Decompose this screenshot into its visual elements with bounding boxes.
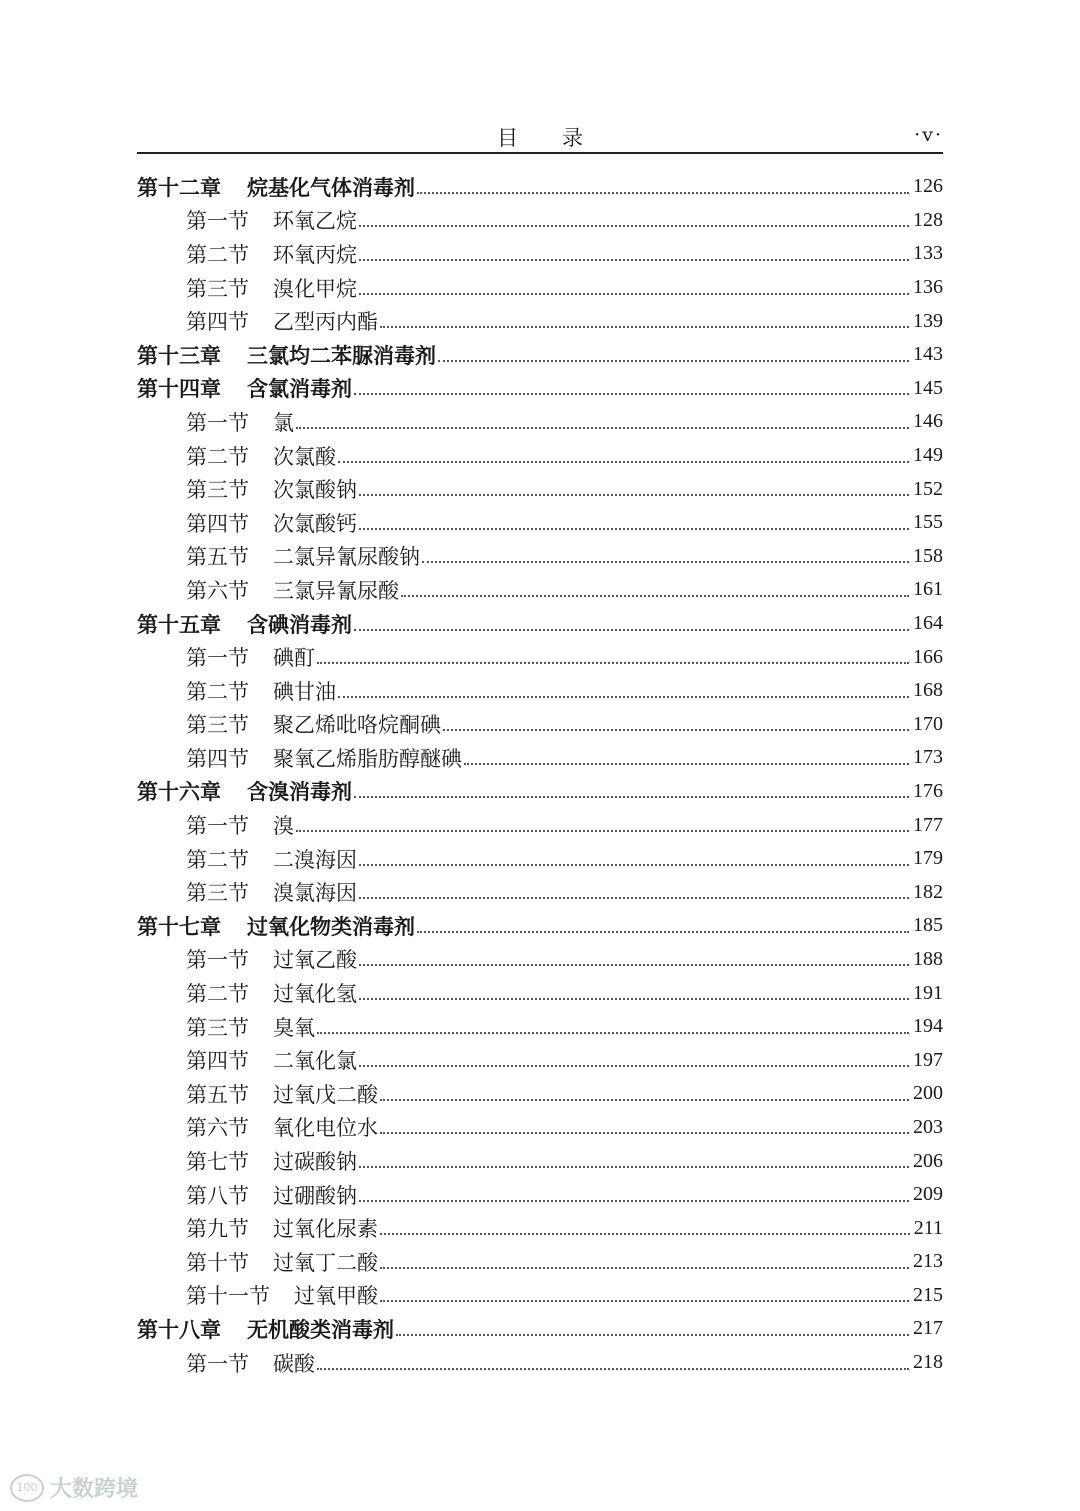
toc-entry-page: 217	[913, 1317, 943, 1340]
toc-leader-dots	[464, 763, 909, 765]
toc-entry-page: 164	[913, 612, 943, 635]
toc-section-row	[137, 1077, 943, 1111]
toc-leader-dots	[317, 662, 909, 664]
toc-leader-dots	[380, 326, 909, 328]
toc-leader-dots	[338, 461, 909, 463]
toc-entry-page: 203	[913, 1115, 943, 1138]
toc-leader-dots	[354, 796, 909, 798]
toc-entry-number: 第六节	[186, 1116, 249, 1141]
table-of-contents	[137, 170, 943, 1379]
toc-entry-number: 第五节	[186, 1082, 249, 1107]
toc-entry-number: 第九节	[186, 1217, 249, 1242]
toc-section-row	[137, 1211, 943, 1245]
toc-leader-dots	[317, 1368, 909, 1370]
toc-entry-number: 第一节	[186, 1351, 249, 1376]
toc-entry-title: 过氧化物类消毒剂	[247, 913, 415, 939]
toc-entry-page: 128	[913, 208, 943, 231]
toc-entry-title: 环氧丙烷	[273, 242, 357, 267]
toc-section-row	[137, 1010, 943, 1044]
toc-entry-page: 200	[913, 1082, 943, 1105]
toc-leader-dots	[359, 1065, 909, 1067]
toc-entry-number: 第四节	[186, 511, 249, 536]
toc-entry-number: 第十四章	[137, 376, 221, 402]
toc-entry-number: 第十一节	[186, 1284, 270, 1309]
toc-entry-page: 170	[913, 712, 943, 735]
toc-entry-title: 无机酸类消毒剂	[247, 1316, 394, 1342]
toc-entry-page: 173	[913, 746, 943, 769]
toc-entry-number: 第三节	[186, 881, 249, 906]
toc-leader-dots	[359, 864, 909, 866]
toc-leader-dots	[443, 729, 909, 731]
toc-entry-title: 氯	[273, 410, 294, 435]
toc-entry-page: 176	[913, 779, 943, 802]
toc-entry-title: 烷基化气体消毒剂	[247, 174, 415, 200]
toc-leader-dots	[354, 629, 909, 631]
toc-section-row	[137, 506, 943, 540]
watermark-text: 大数跨境	[50, 1477, 139, 1502]
toc-entry-title: 二氯异氰尿酸钠	[273, 545, 420, 570]
toc-entry-number: 第八节	[186, 1183, 249, 1208]
toc-chapter-row	[137, 170, 943, 204]
toc-entry-page: 213	[913, 1250, 943, 1273]
toc-leader-dots	[359, 494, 909, 496]
toc-entry-number: 第一节	[186, 209, 249, 234]
toc-section-row	[137, 271, 943, 305]
toc-section-row	[137, 1111, 943, 1145]
toc-section-row	[137, 1144, 943, 1178]
toc-entry-page: 136	[913, 276, 943, 299]
toc-entry-page: 152	[913, 477, 943, 500]
toc-entry-number: 第十七章	[137, 913, 221, 939]
toc-entry-title: 二溴海因	[273, 847, 357, 872]
toc-entry-title: 次氯酸钠	[273, 478, 357, 503]
toc-section-row	[137, 540, 943, 574]
toc-leader-dots	[417, 931, 909, 933]
toc-entry-number: 第十八章	[137, 1316, 221, 1342]
toc-entry-page: 218	[913, 1351, 943, 1374]
toc-entry-title: 含氯消毒剂	[247, 376, 352, 402]
toc-entry-title: 二氧化氯	[273, 1049, 357, 1074]
toc-entry-page: 182	[913, 880, 943, 903]
toc-section-row	[137, 1245, 943, 1279]
toc-entry-page: 149	[913, 444, 943, 467]
toc-leader-dots	[380, 1099, 909, 1101]
toc-entry-page: 211	[913, 1216, 943, 1239]
toc-entry-number: 第十节	[186, 1250, 249, 1275]
toc-entry-title: 过氧乙酸	[273, 948, 357, 973]
toc-entry-number: 第一节	[186, 948, 249, 973]
toc-entry-number: 第一节	[186, 410, 249, 435]
toc-entry-title: 含碘消毒剂	[247, 611, 352, 637]
toc-entry-title: 过氧化尿素	[273, 1217, 378, 1242]
toc-leader-dots	[359, 225, 909, 227]
toc-entry-page: 166	[913, 645, 943, 668]
toc-entry-number: 第十六章	[137, 779, 221, 805]
toc-entry-title: 过氧化氢	[273, 982, 357, 1007]
toc-leader-dots	[359, 528, 909, 530]
toc-entry-page: 161	[913, 578, 943, 601]
toc-leader-dots	[359, 259, 909, 261]
toc-entry-title: 聚氧乙烯脂肪醇醚碘	[273, 746, 462, 771]
toc-entry-title: 乙型丙内酯	[273, 310, 378, 335]
toc-entry-title: 臭氧	[273, 1015, 315, 1040]
toc-leader-dots	[417, 192, 909, 194]
toc-section-row	[137, 1043, 943, 1077]
toc-entry-title: 环氧乙烷	[273, 209, 357, 234]
toc-entry-title: 聚乙烯吡咯烷酮碘	[273, 713, 441, 738]
toc-leader-dots	[359, 1166, 909, 1168]
toc-leader-dots	[359, 293, 909, 295]
toc-entry-title: 含溴消毒剂	[247, 779, 352, 805]
toc-entry-title: 次氯酸钙	[273, 511, 357, 536]
toc-entry-number: 第二节	[186, 242, 249, 267]
toc-leader-dots	[359, 897, 909, 899]
toc-entry-number: 第五节	[186, 545, 249, 570]
toc-section-row	[137, 976, 943, 1010]
toc-chapter-row	[137, 607, 943, 641]
toc-section-row	[137, 204, 943, 238]
toc-section-row	[137, 842, 943, 876]
toc-entry-page: 145	[913, 376, 943, 399]
toc-leader-dots	[438, 360, 909, 362]
toc-chapter-row	[137, 909, 943, 943]
toc-entry-page: 177	[913, 813, 943, 836]
toc-leader-dots	[401, 595, 909, 597]
toc-leader-dots	[296, 830, 909, 832]
watermark-logo-icon: 100	[10, 1474, 44, 1502]
toc-entry-number: 第三节	[186, 276, 249, 301]
toc-leader-dots	[422, 561, 909, 563]
toc-leader-dots	[296, 427, 909, 429]
toc-entry-number: 第二节	[186, 679, 249, 704]
toc-leader-dots	[359, 1200, 909, 1202]
toc-chapter-row	[137, 775, 943, 809]
toc-entry-title: 溴	[273, 814, 294, 839]
toc-entry-number: 第一节	[186, 814, 249, 839]
toc-entry-number: 第十二章	[137, 174, 221, 200]
toc-entry-page: 191	[913, 981, 943, 1004]
toc-entry-page: 197	[913, 1048, 943, 1071]
toc-leader-dots	[380, 1267, 909, 1269]
page-header	[137, 118, 943, 154]
toc-entry-number: 第三节	[186, 713, 249, 738]
toc-leader-dots	[359, 998, 909, 1000]
toc-entry-title: 过硼酸钠	[273, 1183, 357, 1208]
toc-entry-title: 次氯酸	[273, 444, 336, 469]
toc-entry-number: 第一节	[186, 646, 249, 671]
toc-leader-dots	[354, 393, 909, 395]
toc-entry-page: 185	[913, 914, 943, 937]
toc-entry-title: 过氧甲酸	[294, 1284, 378, 1309]
toc-entry-page: 168	[913, 679, 943, 702]
toc-section-row	[137, 640, 943, 674]
header-title: 目录	[497, 126, 627, 150]
toc-entry-page: 194	[913, 1015, 943, 1038]
toc-entry-number: 第三节	[186, 478, 249, 503]
toc-entry-title: 碘甘油	[273, 679, 336, 704]
toc-chapter-row	[137, 338, 943, 372]
toc-section-row	[137, 304, 943, 338]
toc-entry-page: 146	[913, 410, 943, 433]
toc-entry-number: 第四节	[186, 310, 249, 335]
toc-entry-number: 第二节	[186, 982, 249, 1007]
toc-section-row	[137, 1178, 943, 1212]
toc-entry-number: 第十五章	[137, 611, 221, 637]
toc-section-row	[137, 237, 943, 271]
toc-entry-page: 215	[913, 1283, 943, 1306]
toc-entry-page: 206	[913, 1149, 943, 1172]
toc-entry-page: 139	[913, 309, 943, 332]
header-page-number: ·v·	[914, 124, 943, 146]
toc-leader-dots	[380, 1300, 909, 1302]
toc-entry-title: 三氯异氰尿酸	[273, 578, 399, 603]
toc-entry-number: 第六节	[186, 578, 249, 603]
toc-entry-title: 氧化电位水	[273, 1116, 378, 1141]
toc-section-row	[137, 472, 943, 506]
toc-entry-number: 第二节	[186, 444, 249, 469]
watermark	[10, 1472, 138, 1503]
toc-section-row	[137, 573, 943, 607]
toc-entry-title: 碳酸	[273, 1351, 315, 1376]
toc-section-row	[137, 674, 943, 708]
toc-entry-title: 过氧戊二酸	[273, 1082, 378, 1107]
toc-section-row	[137, 741, 943, 775]
toc-entry-title: 碘酊	[273, 646, 315, 671]
toc-leader-dots	[359, 964, 909, 966]
toc-entry-number: 第二节	[186, 847, 249, 872]
toc-entry-title: 三氯均二苯脲消毒剂	[247, 342, 436, 368]
toc-entry-page: 188	[913, 947, 943, 970]
toc-entry-number: 第十三章	[137, 342, 221, 368]
toc-entry-number: 第三节	[186, 1015, 249, 1040]
toc-section-row	[137, 808, 943, 842]
toc-section-row	[137, 405, 943, 439]
toc-entry-page: 133	[913, 242, 943, 265]
toc-section-row	[137, 708, 943, 742]
toc-entry-page: 155	[913, 511, 943, 534]
toc-chapter-row	[137, 372, 943, 406]
toc-entry-title: 过碳酸钠	[273, 1150, 357, 1175]
toc-entry-number: 第七节	[186, 1150, 249, 1175]
toc-section-row	[137, 1346, 943, 1380]
toc-entry-number: 第四节	[186, 1049, 249, 1074]
toc-section-row	[137, 943, 943, 977]
toc-entry-page: 143	[913, 343, 943, 366]
toc-entry-page: 209	[913, 1183, 943, 1206]
toc-section-row	[137, 1279, 943, 1313]
toc-entry-title: 过氧丁二酸	[273, 1250, 378, 1275]
toc-leader-dots	[396, 1334, 909, 1336]
toc-entry-page: 179	[913, 847, 943, 870]
toc-section-row	[137, 439, 943, 473]
toc-leader-dots	[380, 1233, 910, 1235]
toc-leader-dots	[380, 1132, 909, 1134]
toc-entry-title: 溴氯海因	[273, 881, 357, 906]
toc-entry-title: 溴化甲烷	[273, 276, 357, 301]
toc-entry-page: 158	[913, 544, 943, 567]
toc-entry-page: 126	[913, 175, 943, 198]
toc-leader-dots	[317, 1032, 909, 1034]
toc-leader-dots	[338, 696, 909, 698]
toc-chapter-row	[137, 1312, 943, 1346]
toc-entry-number: 第四节	[186, 746, 249, 771]
toc-section-row	[137, 875, 943, 909]
